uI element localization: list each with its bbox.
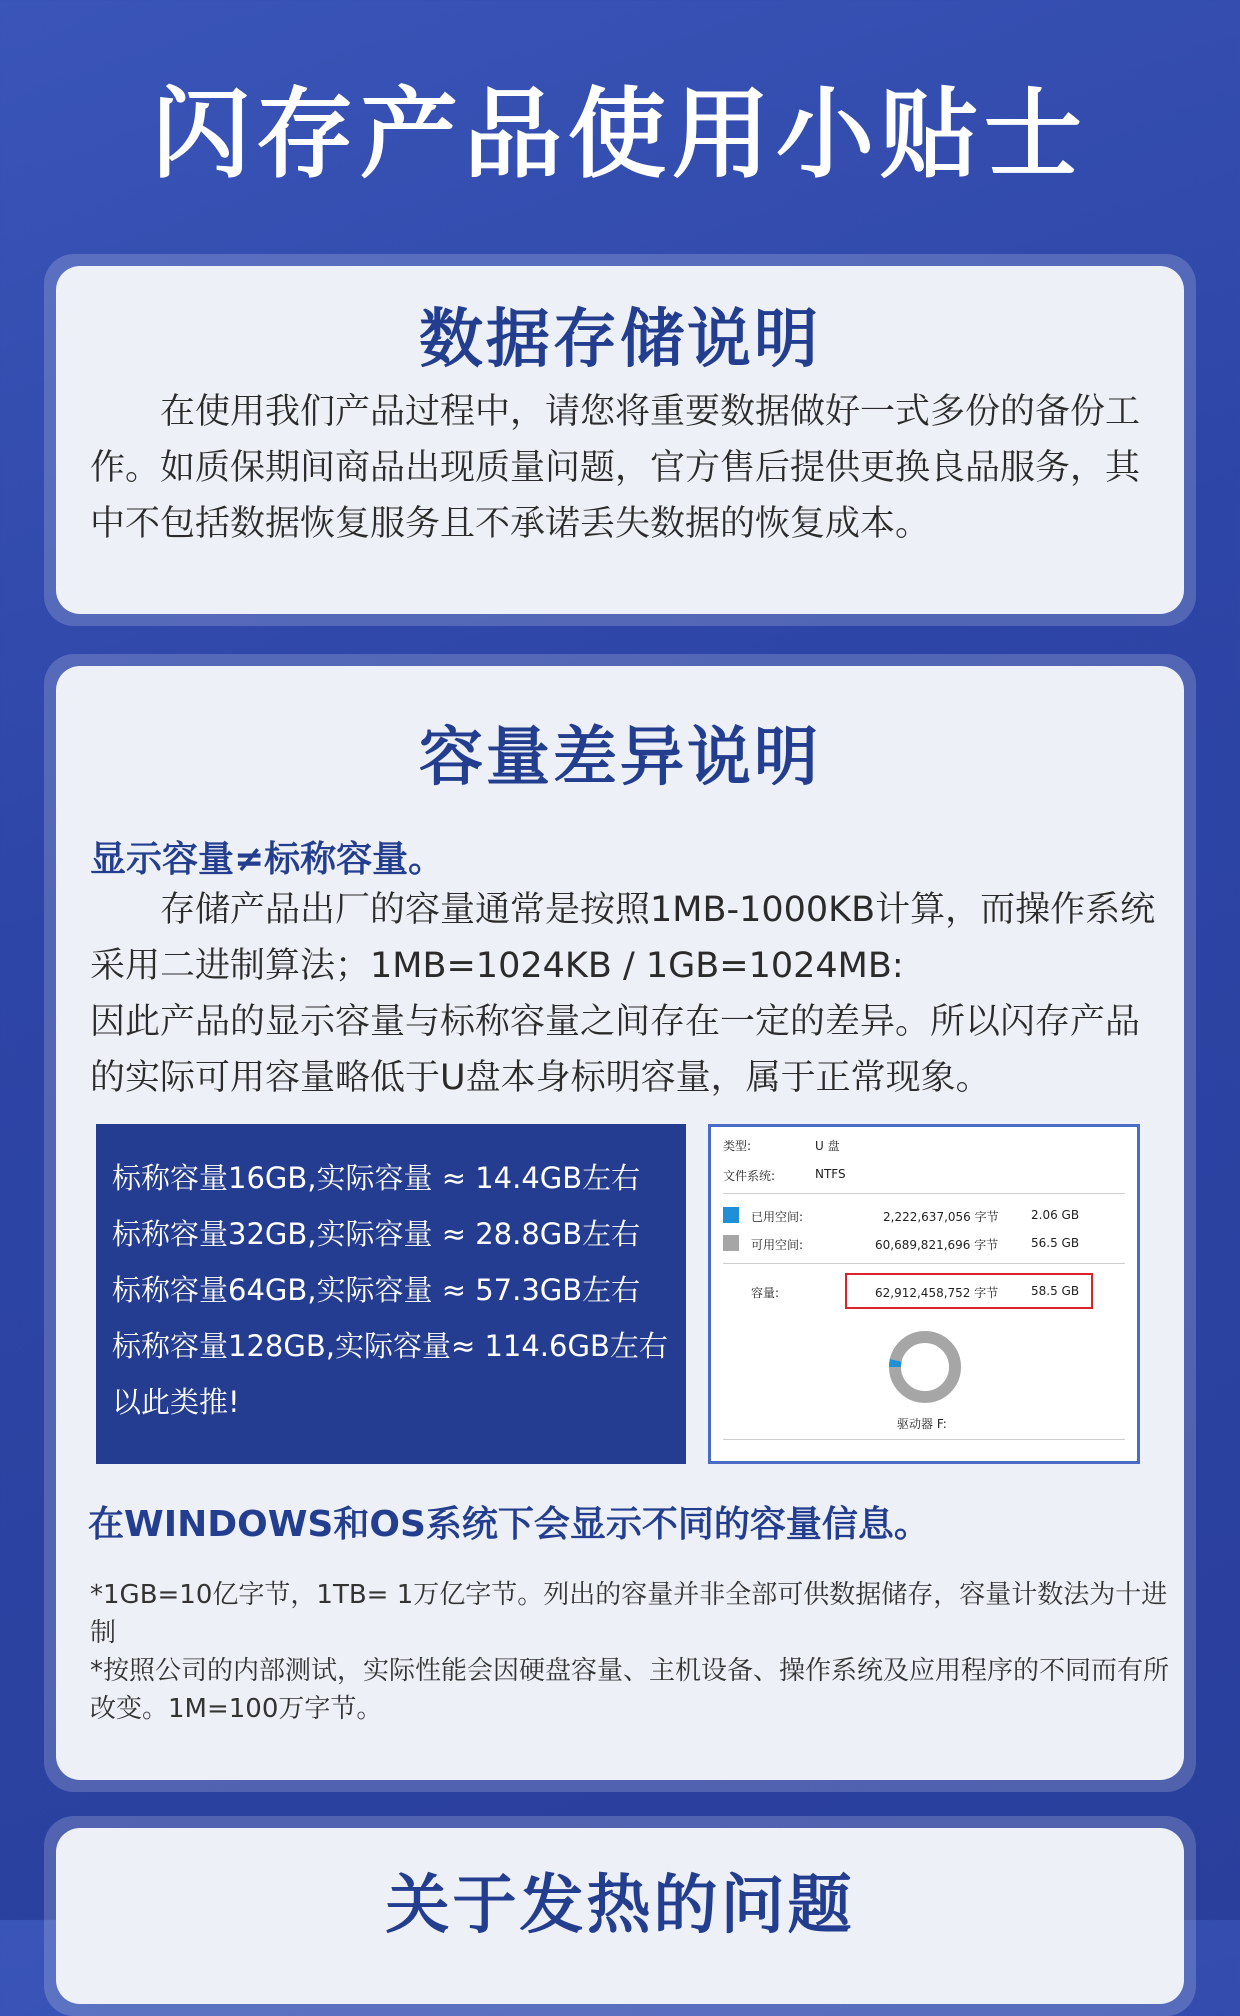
footnote-decimal: *1GB=10亿字节，1TB= 1万亿字节。列出的容量并非全部可供数据储存，容量计数法为十进制 — [90, 1580, 1168, 1648]
storage-card-body — [90, 384, 1170, 552]
type-value: U 盘 — [815, 1139, 840, 1153]
divider — [723, 1263, 1125, 1264]
storage-card-frame — [44, 254, 1196, 626]
drive-properties-screenshot — [708, 1124, 1140, 1464]
storage-card-title: 数据存储说明 — [419, 303, 821, 377]
free-swatch — [723, 1235, 739, 1251]
capacity-label: 容量: — [751, 1286, 780, 1300]
capacity-card-frame — [44, 654, 1196, 1792]
heat-card — [56, 1828, 1184, 2004]
divider — [723, 1193, 1125, 1194]
storage-card-body-text: 在使用我们产品过程中，请您将重要数据做好一式多份的备份工作。如质保期间商品出现质量问题，官方售后提供更换良品服务，其中不包括数据恢复服务且不承诺丢失数据的恢复成本。 — [90, 392, 1141, 544]
used-bytes: 2,222,637,056 字节 — [883, 1210, 999, 1224]
capacity-list-item: 以此类推! — [112, 1385, 240, 1419]
capacity-list-box — [96, 1124, 686, 1464]
capacity-list-item: 标称容量16GB,实际容量 ≈ 14.4GB左右 — [112, 1161, 641, 1195]
fs-value: NTFS — [815, 1167, 846, 1181]
free-label: 可用空间: — [751, 1238, 804, 1252]
capacity-subhead: 显示容量≠标称容量。 — [90, 839, 445, 880]
usage-donut-chart — [885, 1327, 965, 1407]
capacity-list-item: 标称容量64GB,实际容量 ≈ 57.3GB左右 — [112, 1273, 641, 1307]
fs-label: 文件系统: — [723, 1169, 776, 1183]
capacity-bytes: 62,912,458,752 字节 — [875, 1286, 999, 1300]
capacity-list-item: 标称容量32GB,实际容量 ≈ 28.8GB左右 — [112, 1217, 641, 1251]
divider — [723, 1439, 1125, 1440]
capacity-body — [90, 882, 1170, 1106]
os-capacity-note: 在WINDOWS和OS系统下会显示不同的容量信息。 — [88, 1504, 930, 1545]
capacity-card — [56, 666, 1184, 1780]
free-gb: 56.5 GB — [1031, 1236, 1080, 1250]
used-gb: 2.06 GB — [1031, 1208, 1080, 1222]
heat-card-title: 关于发热的问题 — [385, 1869, 855, 1943]
capacity-body-text-2: 因此产品的显示容量与标称容量之间存在一定的差异。所以闪存产品的实际可用容量略低于U盘本身标明容量，属于正常现象。 — [90, 1002, 1141, 1098]
heat-card-frame — [44, 1816, 1196, 2016]
type-label: 类型: — [723, 1139, 752, 1153]
used-swatch — [723, 1207, 739, 1223]
capacity-list-item: 标称容量128GB,实际容量≈ 114.6GB左右 — [112, 1329, 668, 1363]
donut-free-arc — [895, 1337, 955, 1397]
page-title: 闪存产品使用小贴士 — [151, 78, 1088, 192]
capacity-gb: 58.5 GB — [1031, 1284, 1080, 1298]
storage-card — [56, 266, 1184, 614]
free-bytes: 60,689,821,696 字节 — [875, 1238, 999, 1252]
used-label: 已用空间: — [751, 1210, 804, 1224]
drive-label: 驱动器 F: — [897, 1417, 947, 1431]
capacity-card-title: 容量差异说明 — [419, 721, 821, 795]
capacity-body-text: 存储产品出厂的容量通常是按照1MB-1000KB计算，而操作系统采用二进制算法；1MB=1024KB / 1GB=1024MB: — [90, 890, 1156, 986]
footnote-performance: *按照公司的内部测试，实际性能会因硬盘容量、主机设备、操作系统及应用程序的不同而有所改变。1M=100万字节。 — [90, 1656, 1170, 1724]
